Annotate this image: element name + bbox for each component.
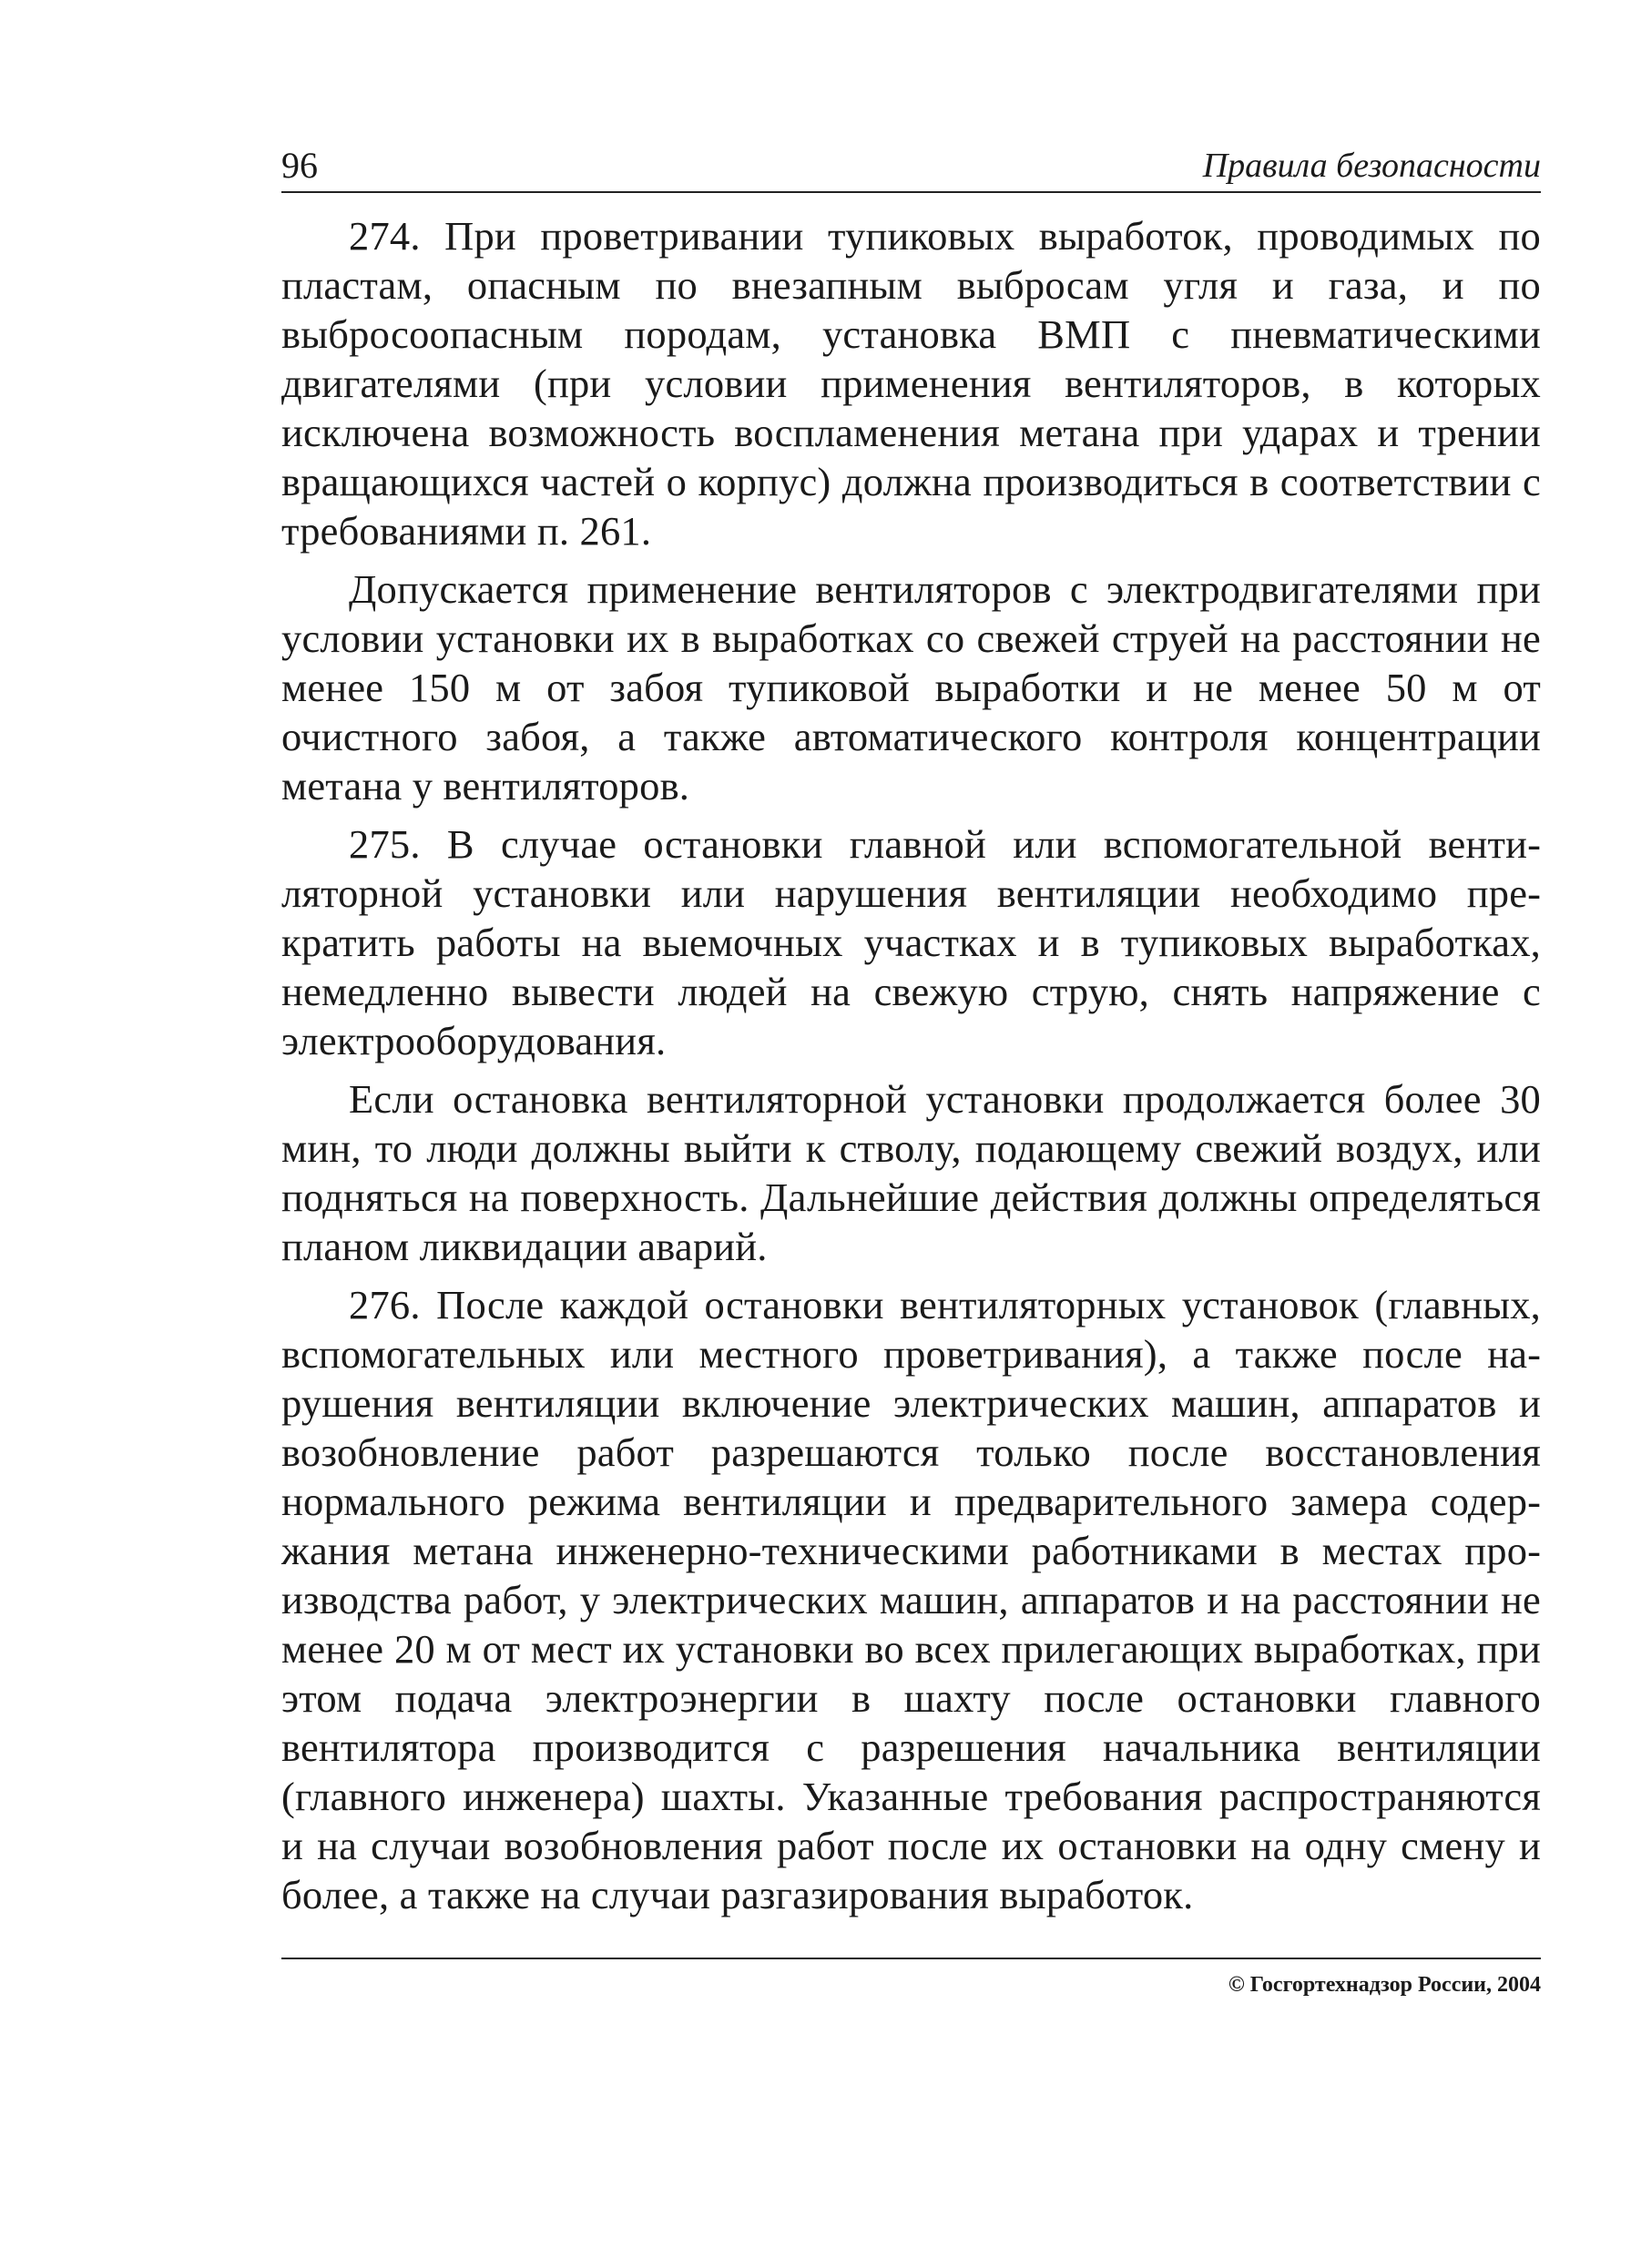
paragraph-276: 276. После каждой остановки вентиляторных установок (главных, вспомогательных или местного проветривания), а также после нарушения вентиляции включение электрических машин, аппаратов и возобновление работ разрешаются только после восстановления нормального режима вентиляции и предварительного замера содержания метана инженерно-техническими работниками в местах производства работ, у электрических машин, аппаратов и на расстоянии не менее 20 м от мест их установки во всех прилегающих выработках, при этом подача электроэнергии в шахту после остановки главного вентилятора производится с разрешения начальника вентиляции (главного инженера) шахты. Указанные требования распространяются и на случаи возобновления работ после их остановки на одну смену и более, а также на случаи разгазирования выработок. (281, 1282, 1541, 1917)
paragraph-274-continuation: Допускается применение вентиляторов с электродвигателями при условии установки их в выработках со свежей струей на расстоянии не менее 150 м от забоя тупиковой выработки и не менее 50 м от очистного забоя, а также автоматического контроля концентрации метана у вентиляторов. (281, 566, 1541, 809)
page-number: 96 (281, 145, 318, 186)
running-head: Правила безопасности (1202, 147, 1541, 185)
copyright-notice: © Госгортехнадзор России, 2004 (1228, 1973, 1541, 1997)
footer-divider (281, 1958, 1541, 1959)
body-text (281, 211, 1541, 1928)
paragraph-275: 275. В случае остановки главной или вспомогательной вентиляторной установки или нарушения вентиляции необходимо прекратить работы на выемочных участках и в тупиковых выработках, немедленно вывести людей на свежую струю, снять напряжение с электрооборудования. (281, 821, 1541, 1063)
paragraph-275-continuation: Если остановка вентиляторной установки продолжается более 30 мин, то люди должны выйти к стволу, подающему свежий воздух, или подняться на поверхность. Дальнейшие действия должны определяться планом ликвидации аварий. (281, 1076, 1541, 1269)
page-header (281, 144, 1541, 193)
paragraph-274: 274. При проветривании тупиковых выработок, проводимых по пластам, опасным по внезапным выбросам угля и газа, и по выбросоопасным породам, установка ВМП с пневматическими двигателями (при условии применения вентиляторов, в которых исключена возможность воспламенения метана при ударах и трении вращающихся частей о корпус) должна производиться в соответствии с требованиями п. 261. (281, 213, 1541, 554)
